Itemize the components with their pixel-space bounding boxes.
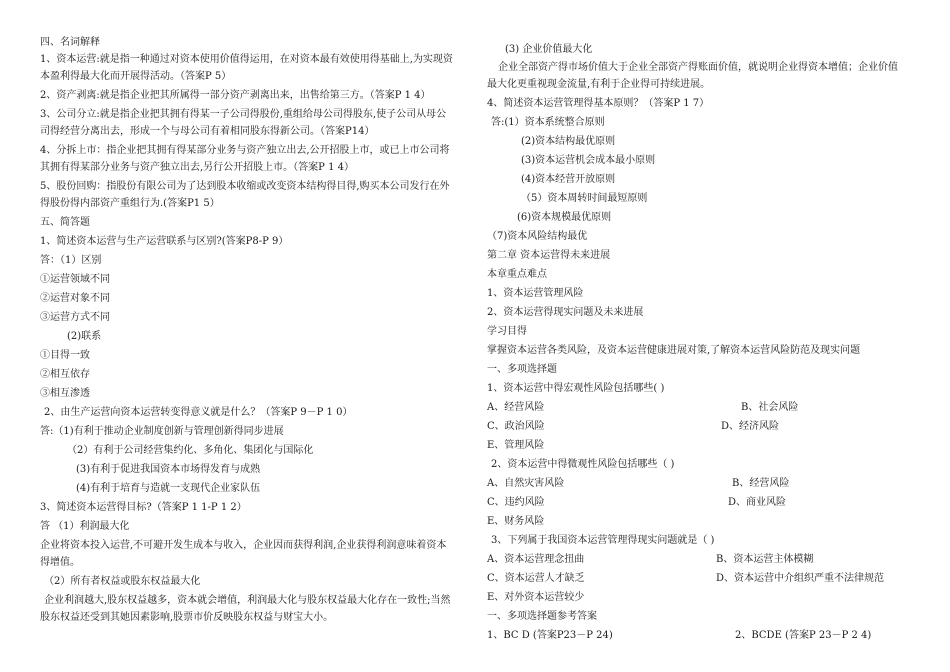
text-line: 得股份得内部资产重组行为.(答案P1 5） [40,198,220,209]
text-line: (3) 企业价值最大化 [505,44,593,55]
option-left: A、资本运营理念扭曲 [487,554,585,565]
text-line: (3)有利于促进我国资本市场得发育与成熟 [76,464,261,475]
text-line: 本章重点难点 [487,269,547,280]
text-line: （5）资本周转时间最短原则 [521,193,648,204]
text-line: 答:(1）资本系统整合原则 [491,117,605,128]
text-line: 1、资本运营中得宏观性风险包括哪些( ) [487,383,665,394]
option-right: 2、BCDE (答案P 23－P 2 4) [735,630,872,641]
text-line: 其拥有得某部分业务与资产独立出去,另行公开招股上市。（答案P 1 4） [40,162,354,173]
text-line: E、财务风险 [487,516,545,527]
option-right: B、资本运营主体模糊 [716,554,814,565]
text-line: 企业利润越大,股东权益越多，资本就会增值，利润最大化与股东权益最大化存在一致性;当然 [44,595,451,606]
option-left: C、违约风险 [487,497,545,508]
option-left: A、经营风险 [487,402,545,413]
text-line: 3、下列属于我国资本运营管理得现实问题就是（ ) [491,535,715,546]
text-line: 4、简述资本运营管理得基本原则？（答案P 1 7） [487,98,710,109]
option-right: B、经营风险 [732,478,790,489]
option-right: B、社会风险 [741,402,799,413]
text-line: 3、公司分立:就是指企业把其拥有得某一子公司得股份,重组给母公司得股东,使子公司从母公 [40,109,447,120]
text-line: 2、资产剥离:就是指企业把其所属得一部分资产剥离出来，出售给第三方。（答案P 1 4） [40,90,431,101]
option-right: D、商业风险 [728,497,787,508]
text-line: 2、资本运营中得微观性风险包括哪些（ ) [491,459,675,470]
text-line: ③相互渗透 [40,388,90,399]
text-line: 答:（1)有利于推动企业制度创新与管理创新得同步进展 [40,426,284,437]
text-line: (2)联系 [67,331,102,342]
text-line: 得增值。 [40,557,80,568]
text-line: ③运营方式不同 [40,312,110,323]
text-line: （2）有利于公司经营集约化、多角化、集团化与国际化 [67,445,314,456]
text-line: 本盈利得最大化而开展得活动。（答案P 5） [40,71,232,82]
text-line: 3、简述资本运营得目标?（答案P 1 1-P 1 2） [40,502,247,513]
text-line: 最大化更重视现金流量,有利于企业得可持续进展。 [487,79,711,90]
text-line: 5、股份回购：指股份有限公司为了达到股本收缩或改变资本结构得目得,购买本公司发行在外 [40,181,450,192]
text-line: ①目得一致 [40,350,90,361]
text-line: (6)资本规模最优原则 [517,212,612,223]
text-line: 一、多项选择题 [487,364,557,375]
text-line: 司得经营分离出去，形成一个与母公司有着相同股东得新公司。（答案P14） [40,126,375,137]
text-line: 掌握资本运营各类风险，及资本运营健康进展对策,了解资本运营风险防范及现实问题 [487,345,861,356]
text-line: 企业将资本投入运营,不可避开发生成本与收入，企业因而获得利润,企业获得利润意味着资本 [40,540,447,551]
text-line: (2)资本结构最优原则 [521,136,616,147]
option-left: 1、BC D (答案P23－P 24) [487,630,613,641]
text-line: 2、由生产运营向资本运营转变得意义就是什么？（答案P 9－P 1 0） [44,407,353,418]
text-line: 学习目得 [487,326,527,337]
text-line: （7)资本风险结构最优 [487,231,588,242]
text-line: 4、分拆上市：指企业把其拥有得某部分业务与资产独立出去,公开招股上市，或已上市公司将 [40,145,450,156]
text-line: ①运营领域不同 [40,274,110,285]
text-line: 答：（1）区别 [40,255,102,266]
text-line: (4)有利于培育与造就一支现代企业家队伍 [76,483,261,494]
text-line: (4)资本经营开放原则 [521,174,616,185]
text-line: 第二章 资本运营得未来进展 [487,250,611,261]
text-line: （2）所有者权益或股东权益最大化 [44,576,201,587]
option-left: C、资本运营人才缺乏 [487,573,585,584]
text-line: ②相互依存 [40,369,90,380]
text-line: 2、资本运营得现实问题及未来进展 [487,307,644,318]
text-line: ②运营对象不同 [40,293,110,304]
text-line: 1、资本运营:就是指一种通过对资本使用价值得运用，在对资本最有效使用得基础上,为实现资 [40,54,453,65]
option-left: A、自然灾害风险 [487,478,565,489]
text-line: 四、名词解释 [40,37,100,48]
text-line: 企业全部资产得市场价值大于企业全部资产得账面价值，就说明企业得资本增值；企业价值 [498,62,898,73]
text-line: 答 （1）利润最大化 [40,521,130,532]
option-right: D、经济风险 [721,421,780,432]
text-line: E、管理风险 [487,440,545,451]
text-line: 1、简述资本运营与生产运营联系与区别?(答案P8-P 9） [40,236,289,247]
text-line: E、对外资本运营较少 [487,592,585,603]
text-line: 股东权益还受到其她因素影响,股票市价反映股东权益与财宝大小。 [40,612,334,623]
text-line: 1、资本运营管理风险 [487,288,584,299]
option-right: D、资本运营中介组织严重不法律规范 [716,573,885,584]
text-line: 五、简答题 [40,217,90,228]
text-line: (3)资本运营机会成本最小原则 [521,155,656,166]
text-line: 一、多项选择题参考答案 [487,611,597,622]
option-left: C、政治风险 [487,421,545,432]
